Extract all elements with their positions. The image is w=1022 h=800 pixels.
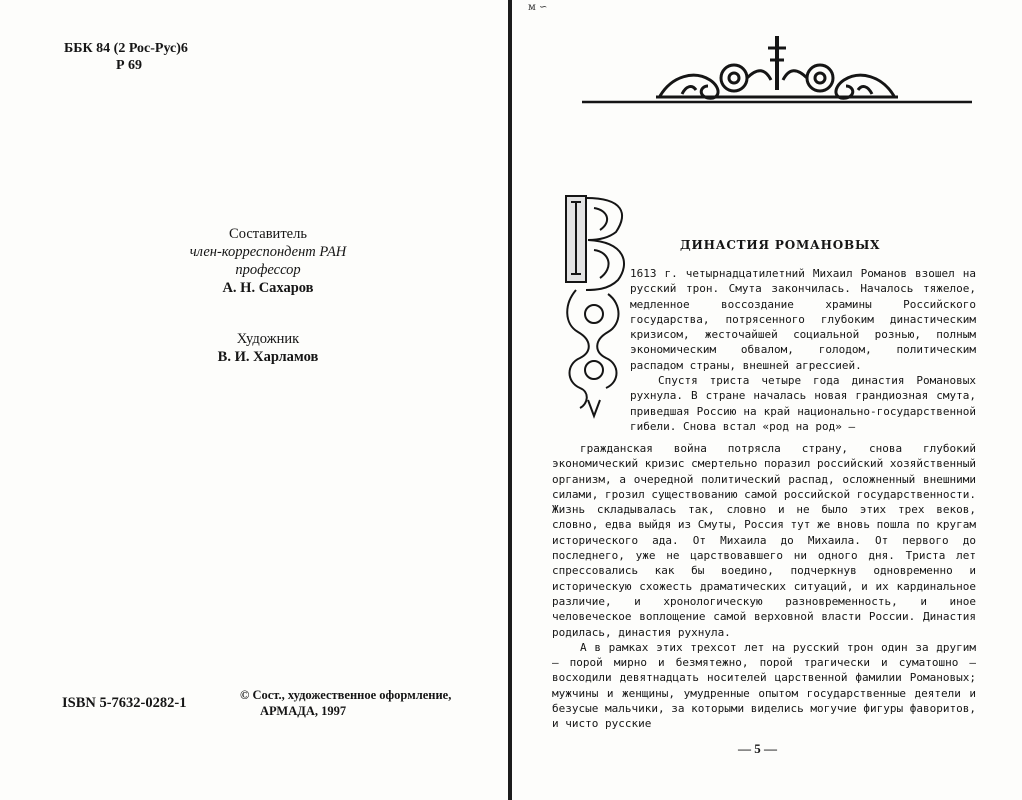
copyright-line: © Сост., художественное оформление,	[240, 688, 452, 702]
paragraph-1: 1613 г. четырнадцатилетний Михаил Романов взошел на русский трон. Смута закончилась. Началось тяжелое, медленное воссоздание храмины Российского государства, потрясенного глубоким династическим кризисом, жесточайшей социальной рознью, полным экономическим обвалом, голодом, политическим распадом страны, внешней агрессией.	[630, 267, 976, 372]
corner-mark: м ∽	[528, 2, 548, 13]
body-text-upper	[630, 266, 976, 434]
drop-cap-letter	[564, 194, 630, 420]
compiler-title: член-корреспондент РАН	[189, 244, 347, 260]
copyright	[240, 687, 451, 719]
isbn: ISBN 5-7632-0282-1	[62, 695, 187, 711]
chapter-title: ДИНАСТИЯ РОМАНОВЫХ	[680, 238, 881, 252]
paragraph-2-rest: гражданская война потрясла страну, снова глубокий экономический кризис смертельно поразил российский хозяйственный организм, а очередной политический распад, осложненный внешними силами, грозил существованию самой российской государственности. Жизнь складывалась так, словно и не было этих трех веков, словно, едва выйдя из Смуты, Россия тут же вновь пошла по кругам исторического ада. От Михаила до Михаила. От первого до последнего, уже не царствовавшего ни одного дня. Триста лет спрессовались как бы воедино, подчеркнув одновременно и историческую схожесть драматических ситуаций, и их кардинальное различие, и хронологическую разновременность, и иное человеческое воплощение самой верховной власти России. Династия родилась, династия рухнула.	[552, 442, 976, 639]
illustrator-name: В. И. Харламов	[217, 349, 319, 365]
drop-cap-char: В	[564, 194, 565, 195]
body-text-lower	[552, 441, 976, 732]
compiler-position: профессор	[235, 262, 301, 278]
compiler-name: А. Н. Сахаров	[222, 280, 314, 296]
compiler-label: Составитель	[229, 226, 307, 242]
ornamental-header	[582, 32, 972, 108]
compiler-credit	[150, 225, 386, 297]
right-page	[512, 0, 1022, 800]
bbk-line: ББК 84 (2 Рос-Рус)6	[64, 41, 188, 56]
left-page	[0, 0, 508, 800]
paragraph-3: А в рамках этих трехсот лет на русский трон один за другим — порой мирно и безмятежно, порой трагически и суматошно — восходили девятнадцать носителей царственной фамилии Романовых; мужчины и женщины, умудренные опытом государственные деятели и безусые мальчики, за которыми виделись могучие фигуры фаворитов, и чисто русские	[552, 640, 976, 731]
bbk-code	[64, 40, 188, 74]
page-number: — 5 —	[738, 741, 777, 756]
illustrator-label: Художник	[236, 331, 300, 347]
paragraph-2-start: Спустя триста четыре года династия Романовых рухнула. В стране началась новая грандиозная смута, приведшая Россию на край национально-государственной гибели. Снова встал «род на род» —	[630, 374, 976, 433]
publisher-year: АРМАДА, 1997	[260, 704, 347, 718]
author-mark: Р 69	[116, 58, 143, 73]
illustrator-credit	[150, 330, 386, 366]
